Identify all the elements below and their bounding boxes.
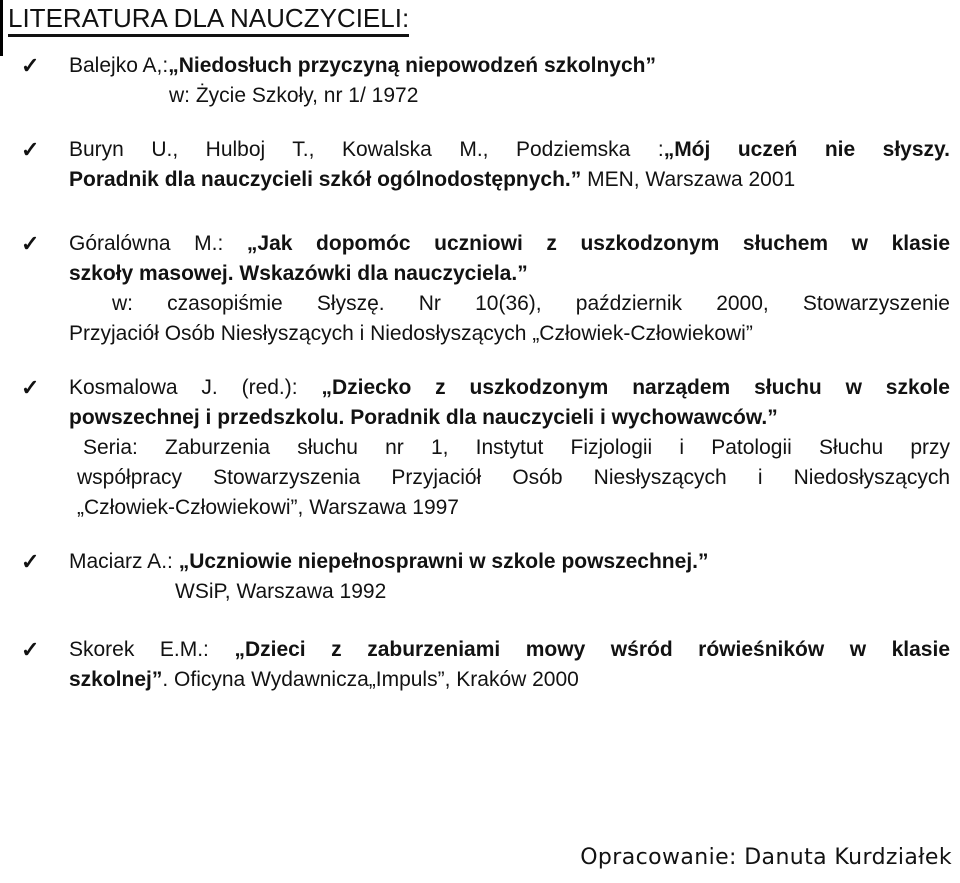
text-line [69, 493, 950, 523]
publication-text: WSiP, Warszawa 1992 [175, 580, 387, 603]
title-text: „Niedosłuch przyczyną niepowodzeń szkolnych” [168, 54, 656, 77]
checkmark-icon: ✓ [21, 53, 40, 78]
text-line [69, 319, 950, 349]
text-line [69, 577, 950, 607]
text-line [69, 635, 950, 665]
reference-entry [69, 547, 950, 607]
title-text: szkolnej” [69, 668, 163, 691]
text-line [69, 135, 950, 165]
list-item-goralowna [0, 229, 960, 349]
list-item-skorek [0, 635, 960, 695]
publication-text: . Oficyna Wydawnicza„Impuls”, Kraków 2000 [162, 668, 579, 691]
text-line [69, 433, 950, 463]
checkmark-icon: ✓ [21, 231, 40, 256]
publication-text: Przyjaciół Osób Niesłyszących i Niedosłyszących „Człowiek-Człowiekowi” [69, 322, 753, 345]
title-text: „Dziecko z uszkodzonym narządem słuchu w szkole [321, 376, 950, 399]
checkmark-icon: ✓ [21, 375, 40, 400]
publication-text: Seria: Zaburzenia słuchu nr 1, Instytut Fizjologii i Patologii Słuchu przy [83, 436, 950, 459]
text-line [69, 51, 950, 81]
text-line [69, 81, 950, 111]
text-line [69, 165, 950, 195]
list-item-maciarz [0, 547, 960, 607]
reference-entry [69, 373, 950, 523]
text-line [69, 289, 950, 319]
publication-text: MEN, Warszawa 2001 [581, 168, 796, 191]
text-line [69, 229, 950, 259]
text-line [69, 665, 950, 695]
author-text: Kosmalowa J. (red.): [69, 376, 322, 399]
reference-entry [69, 51, 950, 111]
title-text: szkoły masowej. Wskazówki dla nauczyciela.” [69, 262, 528, 285]
text-line [69, 259, 950, 289]
text-line [69, 373, 950, 403]
checkmark-icon: ✓ [21, 637, 40, 662]
list-item-kosmalowa [0, 373, 960, 523]
title-text: powszechnej i przedszkolu. Poradnik dla nauczycieli i wychowawców.” [69, 406, 778, 429]
publication-text: współpracy Stowarzyszenia Przyjaciół Osób Niesłyszących i Niedosłyszących [77, 466, 950, 489]
title-text: „Dzieci z zaburzeniami mowy wśród rówieśników w klasie [234, 638, 950, 661]
title-text: Poradnik dla nauczycieli szkół ogólnodostępnych.” [69, 168, 582, 191]
publication-text: „Człowiek-Człowiekowi”, Warszawa 1997 [77, 496, 459, 519]
publication-text: w: czasopiśmie Słyszę. Nr 10(36), październik 2000, Stowarzyszenie [112, 292, 950, 315]
checkmark-icon: ✓ [21, 137, 40, 162]
page-title [8, 3, 960, 37]
author-text: Góralówna M.: [69, 232, 247, 255]
author-text: Buryn U., Hulboj T., Kowalska M., Podziemska : [69, 138, 664, 161]
publication-text: w: Życie Szkoły, nr 1/ 1972 [169, 84, 419, 107]
credit-line: Opracowanie: Danuta Kurdziałek [580, 845, 952, 870]
reference-entry [69, 635, 950, 695]
reference-entry [69, 229, 950, 349]
checkmark-icon: ✓ [21, 549, 40, 574]
list-item-balejko [0, 51, 960, 111]
page-title-text: LITERATURA DLA NAUCZYCIELI: [8, 3, 409, 37]
author-text: Skorek E.M.: [69, 638, 235, 661]
scan-edge-artifact [0, 0, 3, 56]
text-line [69, 463, 950, 493]
text-line [69, 547, 950, 577]
title-text: „Uczniowie niepełnosprawni w szkole powszechnej.” [178, 550, 709, 573]
author-text: Balejko A,: [69, 54, 169, 77]
title-text: „Jak dopomóc uczniowi z uszkodzonym słuchem w klasie [246, 232, 950, 255]
author-text: Maciarz A.: [69, 550, 179, 573]
text-line [69, 403, 950, 433]
list-item-buryn [0, 135, 960, 195]
title-text: „Mój uczeń nie słyszy. [663, 138, 950, 161]
reference-entry [69, 135, 950, 195]
